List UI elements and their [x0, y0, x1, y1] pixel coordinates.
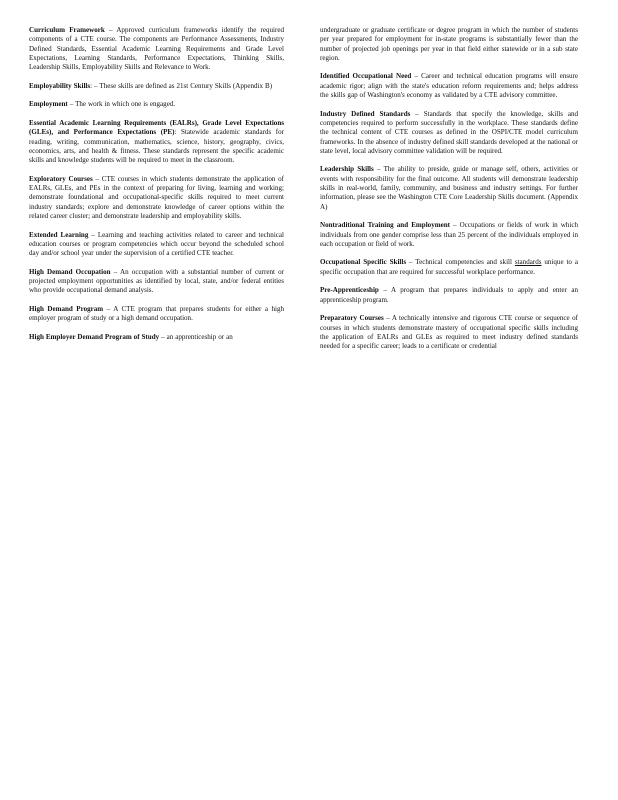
- glossary-term: High Demand Program: [29, 304, 104, 313]
- glossary-entry: [29, 333, 284, 342]
- glossary-term: Leadership Skills: [320, 165, 374, 174]
- glossary-term: Employment: [29, 100, 68, 109]
- glossary-entry-continued: [320, 26, 578, 63]
- glossary-term: Nontraditional Training and Employment: [320, 221, 450, 230]
- glossary-definition: – Occupations or fields of work in which individuals from one gender comprise less than 25 percent of the individuals employed in each occupation or field of work.: [320, 221, 578, 248]
- glossary-term: High Employer Demand Program of Study: [29, 332, 160, 341]
- glossary-entry: [29, 268, 284, 296]
- glossary-definition: : Statewide academic standards for reading, writing, communication, mathematics, science, history, geography, civics, economics, arts, and health & fitness. These standards represent the specific academic skills and knowledge students will be required to meet in the classroom.: [29, 128, 284, 165]
- glossary-definition: – CTE courses in which students demonstrate the application of EALRs, GLEs, and PEs in the context of preparing for living, learning and working; demonstrate foundational and occupational-specific skills required to meet current industry standards; explore and demonstrate knowledge of career options within the related career cluster; and demonstrate leadership and employability skills.: [29, 174, 284, 220]
- glossary-term: Industry Defined Standards: [320, 109, 411, 118]
- glossary-term: Preparatory Courses: [320, 314, 384, 323]
- left-column: [29, 26, 284, 351]
- glossary-term: Employability Skills: [29, 81, 91, 90]
- glossary-term: Essential Academic Learning Requirements (EALRs), Grade Level Expectations (GLEs), and Performance Expectations (PE): [29, 118, 284, 137]
- glossary-term: Occupational Specific Skills: [320, 258, 407, 267]
- glossary-term: High Demand Occupation: [29, 267, 111, 276]
- glossary-definition: : – These skills are defined as 21st Century Skills (Appendix B): [90, 81, 273, 90]
- glossary-definition: – The ability to preside, guide or manage self, others, activities or events with responsibility for the final outcome. All students will demonstrate leadership skills in real-world, family, community, and business and industry settings. For further information, please see the Washington CTE Core Leadership Skills document. (Appendix A): [320, 165, 579, 211]
- glossary-definition: – An occupation with a substantial number of current or projected employment opportunities as identified by local, state, and/or federal entities who provide occupational demand analysis.: [29, 267, 284, 295]
- glossary-definition: undergraduate or graduate certificate or degree program in which the number of students per year prepared for employment for in-state programs is substantially fewer than the number of projected job openings per year in that field either statewide or in a sub state region.: [320, 26, 578, 62]
- glossary-definition: – A technically intensive and rigorous CTE course or sequence of courses in which students demonstrate mastery of occupational specific skills including the application of EALRs and GLEs as required to meet industry defined standards needed for a specific career; leads to a certificate or credential: [320, 314, 578, 351]
- glossary-term: Extended Learning: [29, 230, 89, 239]
- glossary-definition: – A program that prepares individuals to apply and enter an apprenticeship program.: [320, 286, 578, 304]
- glossary-term: Pre-Apprenticeship: [320, 286, 379, 295]
- glossary-definition: – Technical competencies and skill: [406, 258, 512, 267]
- underlined-word: standards: [514, 258, 542, 267]
- glossary-entry: [320, 110, 578, 156]
- glossary-entry: [29, 82, 284, 91]
- glossary-entry: [320, 258, 578, 277]
- glossary-definition: – Career and technical education programs will ensure academic rigor; align with the state's education reform requirements and; helps address the skills gap of Washington's economy as validated by a CTE advisory committee.: [320, 72, 578, 100]
- glossary-entry: [29, 119, 284, 165]
- glossary-term: Curriculum Framework: [29, 26, 105, 34]
- glossary-entry: [29, 175, 284, 221]
- glossary-definition: – an apprenticeship or an: [159, 332, 233, 341]
- glossary-entry: [320, 72, 578, 100]
- glossary-entry: [29, 305, 284, 324]
- glossary-entry: [29, 231, 284, 259]
- glossary-definition: – Approved curriculum frameworks identify the required components of a CTE course. The components are Performance Assessments, Industry Defined Standards, Essential Academic Learning Requirements and Grade Level Expectations, Learning Standards, Performance Expectations, Thinking Skills, Leadership Skills, Employability Skills and Relevance to Work.: [29, 26, 285, 72]
- glossary-definition: – The work in which one is engaged.: [67, 100, 176, 109]
- glossary-term: Identified Occupational Need: [320, 72, 412, 81]
- glossary-definition: – Learning and teaching activities related to career and technical education courses or program competencies which occur beyond the scheduled school day and/or school year under the supervision of a certified CTE teacher.: [29, 230, 284, 258]
- glossary-entry: [29, 26, 284, 72]
- right-column: [320, 26, 578, 361]
- glossary-entry: [320, 165, 578, 211]
- glossary-entry: [29, 100, 284, 109]
- glossary-term: Exploratory Courses: [29, 174, 93, 183]
- glossary-definition: – A CTE program that prepares students for either a high employer program of study or a high demand occupation.: [29, 304, 284, 323]
- glossary-entry: [320, 221, 578, 249]
- glossary-definition-continued: unique to a specific occupation that are required for successful workplace performance.: [320, 258, 578, 276]
- glossary-entry: [320, 314, 578, 351]
- glossary-entry: [320, 286, 578, 305]
- glossary-definition: – Standards that specify the knowledge, skills and competencies required to perform successfully in the workplace. These standards define the technical content of CTE courses as defined in the OSPI/CTE model curriculum frameworks. In the absence of industry defined skill standards developed at the national or state level, local advisory committee validation will be required.: [320, 109, 578, 155]
